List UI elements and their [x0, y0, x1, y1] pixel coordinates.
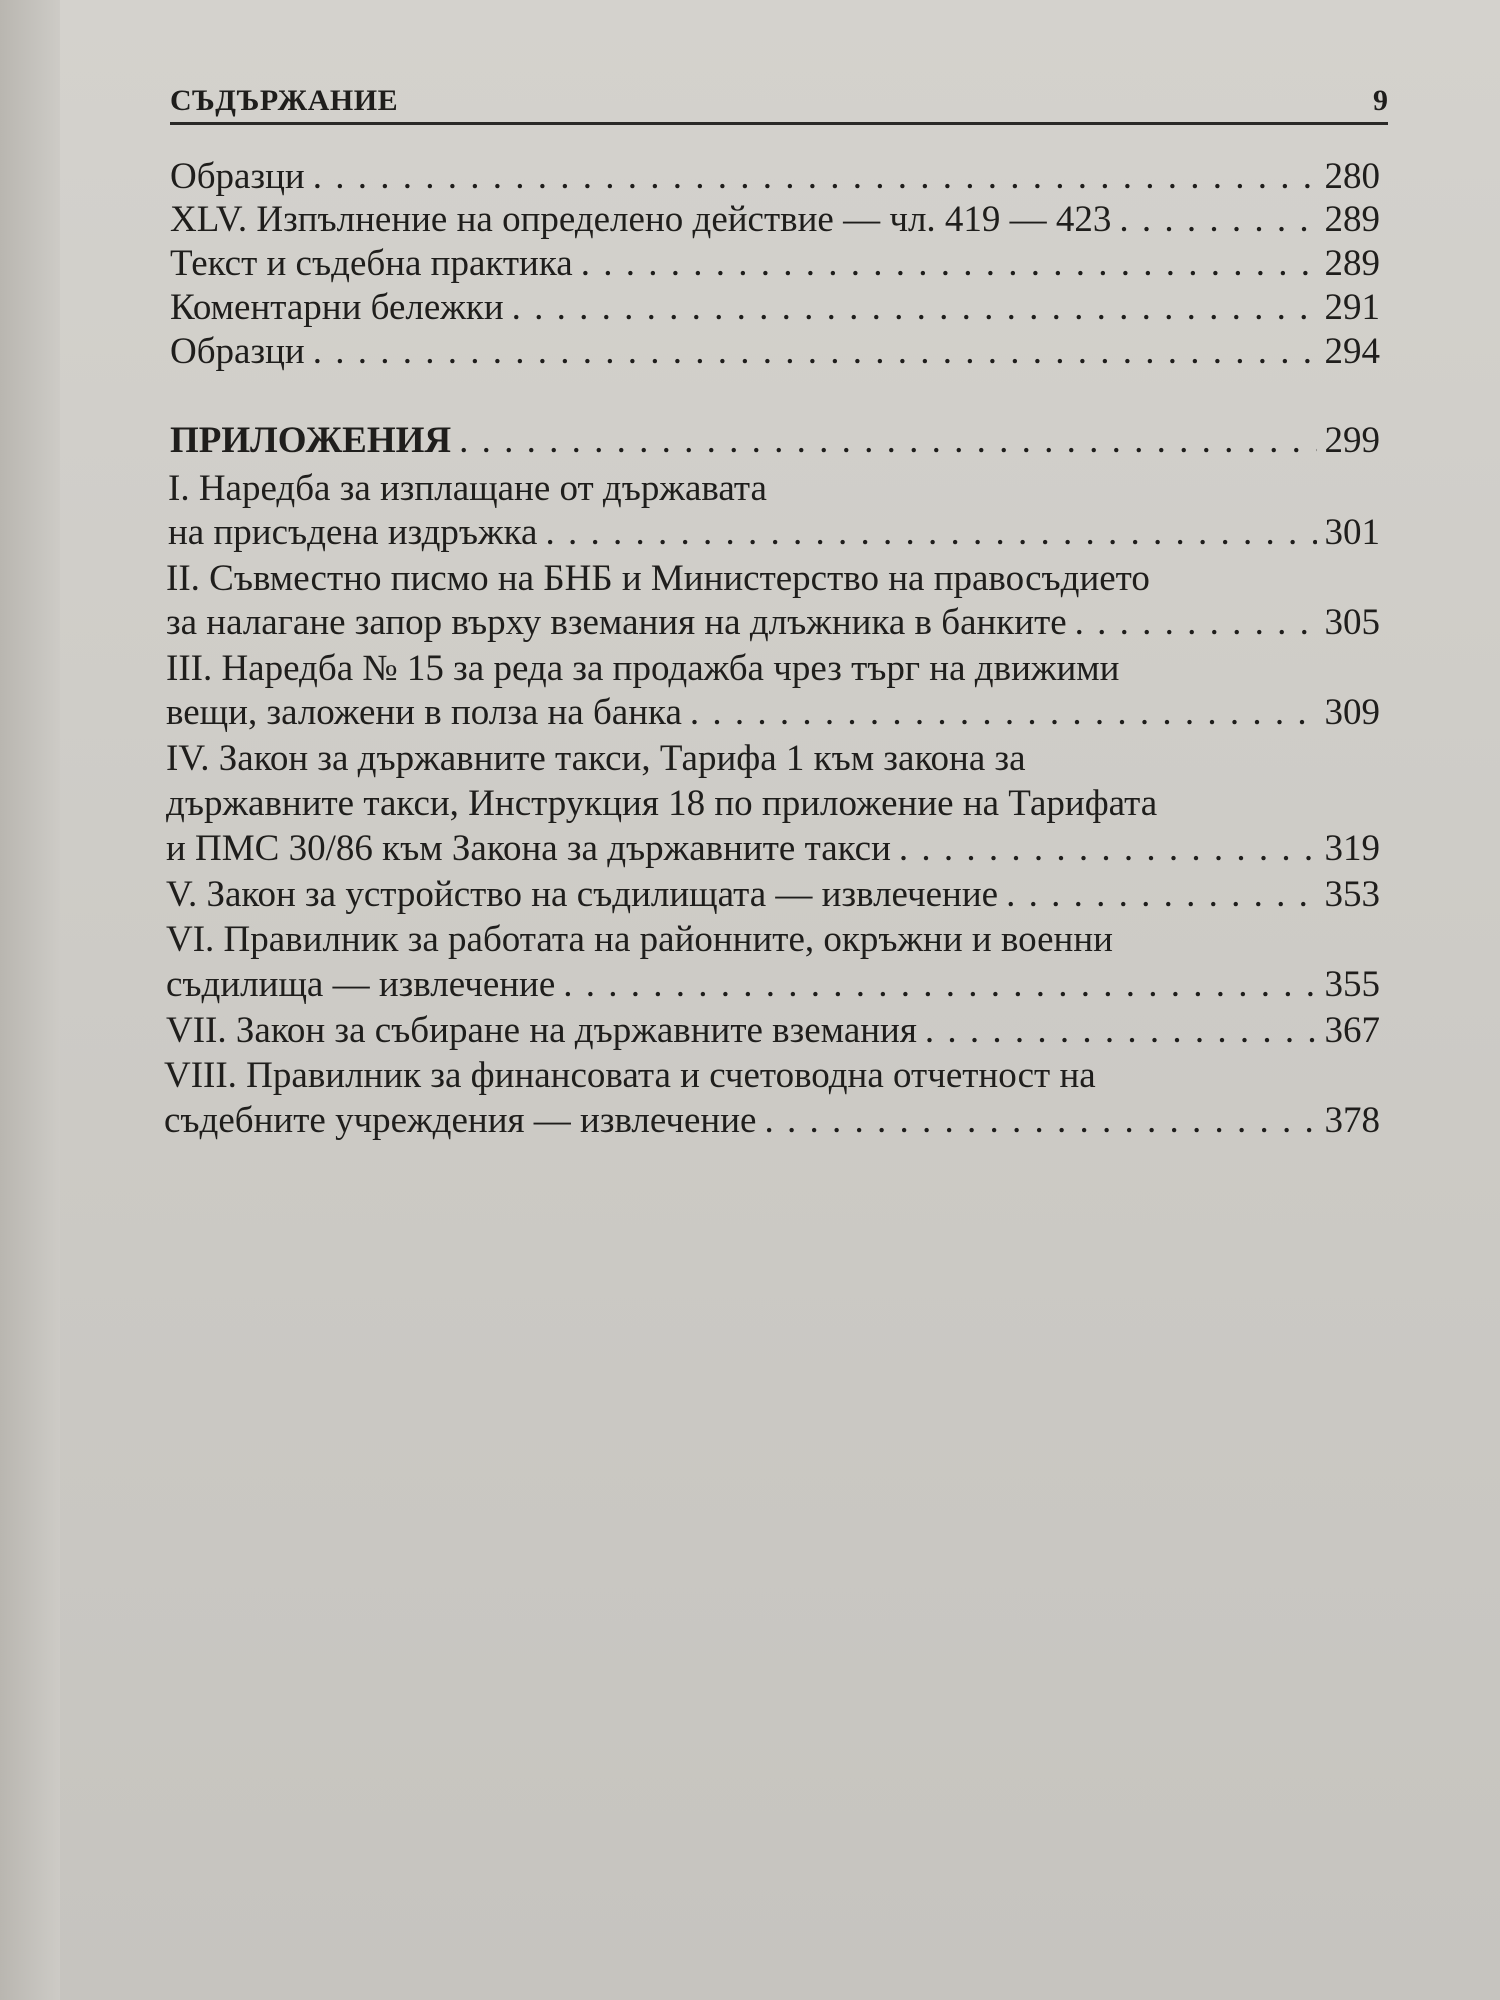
toc-entry-line: II. Съвместно писмо на БНБ и Министерство на правосъдието — [166, 558, 1150, 599]
toc-entry-page: 301 — [1324, 512, 1380, 553]
dot-leader — [563, 963, 1316, 1007]
dot-leader — [925, 1009, 1317, 1053]
toc-entry-page: 319 — [1324, 828, 1380, 869]
toc-entry-page: 367 — [1324, 1010, 1380, 1051]
toc-entry-title: за налагане запор върху вземания на длъжника в банките — [166, 602, 1067, 643]
toc-entry — [170, 155, 1380, 199]
toc-entry-page: 355 — [1324, 964, 1380, 1005]
toc-entry — [168, 511, 1380, 555]
toc-entry-line: VIII. Правилник за финансовата и счетоводна отчетност на — [164, 1055, 1096, 1096]
dot-leader — [1075, 601, 1317, 645]
toc-entry — [170, 330, 1380, 374]
toc-entry-line: VI. Правилник за работата на районните, окръжни и военни — [166, 919, 1113, 960]
toc-entry-page: 289 — [1324, 243, 1380, 284]
toc-entry — [166, 691, 1380, 735]
toc-entry-title: Коментарни бележки — [170, 287, 504, 328]
toc-entry-title: XLV. Изпълнение на определено действие — чл. 419 — 423 — [170, 199, 1112, 240]
dot-leader — [581, 242, 1317, 286]
toc-entry-title: Образци — [170, 331, 305, 372]
toc-entry-page: 305 — [1324, 602, 1380, 643]
toc-entry-title: VII. Закон за събиране на държавните вземания — [166, 1010, 917, 1051]
toc-entry — [170, 286, 1380, 330]
toc-entry-line: I. Наредба за изплащане от държавата — [168, 468, 767, 509]
toc-entry — [166, 873, 1380, 917]
toc-entry-title: вещи, заложени в полза на банка — [166, 692, 682, 733]
dot-leader — [313, 330, 1317, 374]
toc-entry-page: 289 — [1324, 199, 1380, 240]
toc-entry-title: V. Закон за устройство на съдилищата — извлечение — [166, 874, 999, 915]
toc-entry-line: IV. Закон за държавните такси, Тарифа 1 към закона за — [166, 738, 1026, 779]
toc-entry — [164, 1099, 1380, 1143]
dot-leader — [899, 827, 1317, 871]
dot-leader — [459, 419, 1316, 463]
toc-entry-title: съдебните учреждения — извлечение — [164, 1100, 757, 1141]
dot-leader — [313, 155, 1317, 199]
toc-entry — [166, 1009, 1380, 1053]
toc-entry-page: 294 — [1324, 331, 1380, 372]
dot-leader — [1119, 198, 1316, 242]
toc-entry-page: 280 — [1324, 156, 1380, 197]
toc-entry-page: 291 — [1324, 287, 1380, 328]
dot-leader — [545, 511, 1316, 555]
toc-entry-page: 378 — [1324, 1100, 1380, 1141]
toc-entry — [166, 601, 1380, 645]
dot-leader — [1006, 873, 1316, 917]
toc-entry-title: Текст и съдебна практика — [170, 243, 573, 284]
header-title: СЪДЪРЖАНИЕ — [170, 84, 399, 117]
toc-entry — [170, 242, 1380, 286]
toc-section-heading — [170, 419, 1380, 463]
toc-entry-page: 353 — [1324, 874, 1380, 915]
dot-leader — [512, 286, 1317, 330]
toc-entry — [166, 963, 1380, 1007]
toc-entry-title: на присъдена издръжка — [168, 512, 538, 553]
toc-entry-line: държавните такси, Инструкция 18 по приложение на Тарифата — [166, 783, 1158, 824]
dot-leader — [764, 1099, 1316, 1143]
toc-entry-page: 309 — [1324, 692, 1380, 733]
toc-entry — [170, 198, 1380, 242]
toc-entry-title: Образци — [170, 156, 305, 197]
toc-entry-title: и ПМС 30/86 към Закона за държавните такси — [166, 828, 891, 869]
dot-leader — [690, 691, 1317, 735]
section-heading-title: ПРИЛОЖЕНИЯ — [170, 420, 452, 461]
toc-entry — [166, 827, 1380, 871]
header-page-number: 9 — [1373, 84, 1388, 117]
toc-entry-line: III. Наредба № 15 за реда за продажба чрез търг на движими — [166, 648, 1120, 689]
toc-entry-title: съдилища — извлечение — [166, 964, 556, 1005]
section-heading-page: 299 — [1324, 420, 1380, 461]
